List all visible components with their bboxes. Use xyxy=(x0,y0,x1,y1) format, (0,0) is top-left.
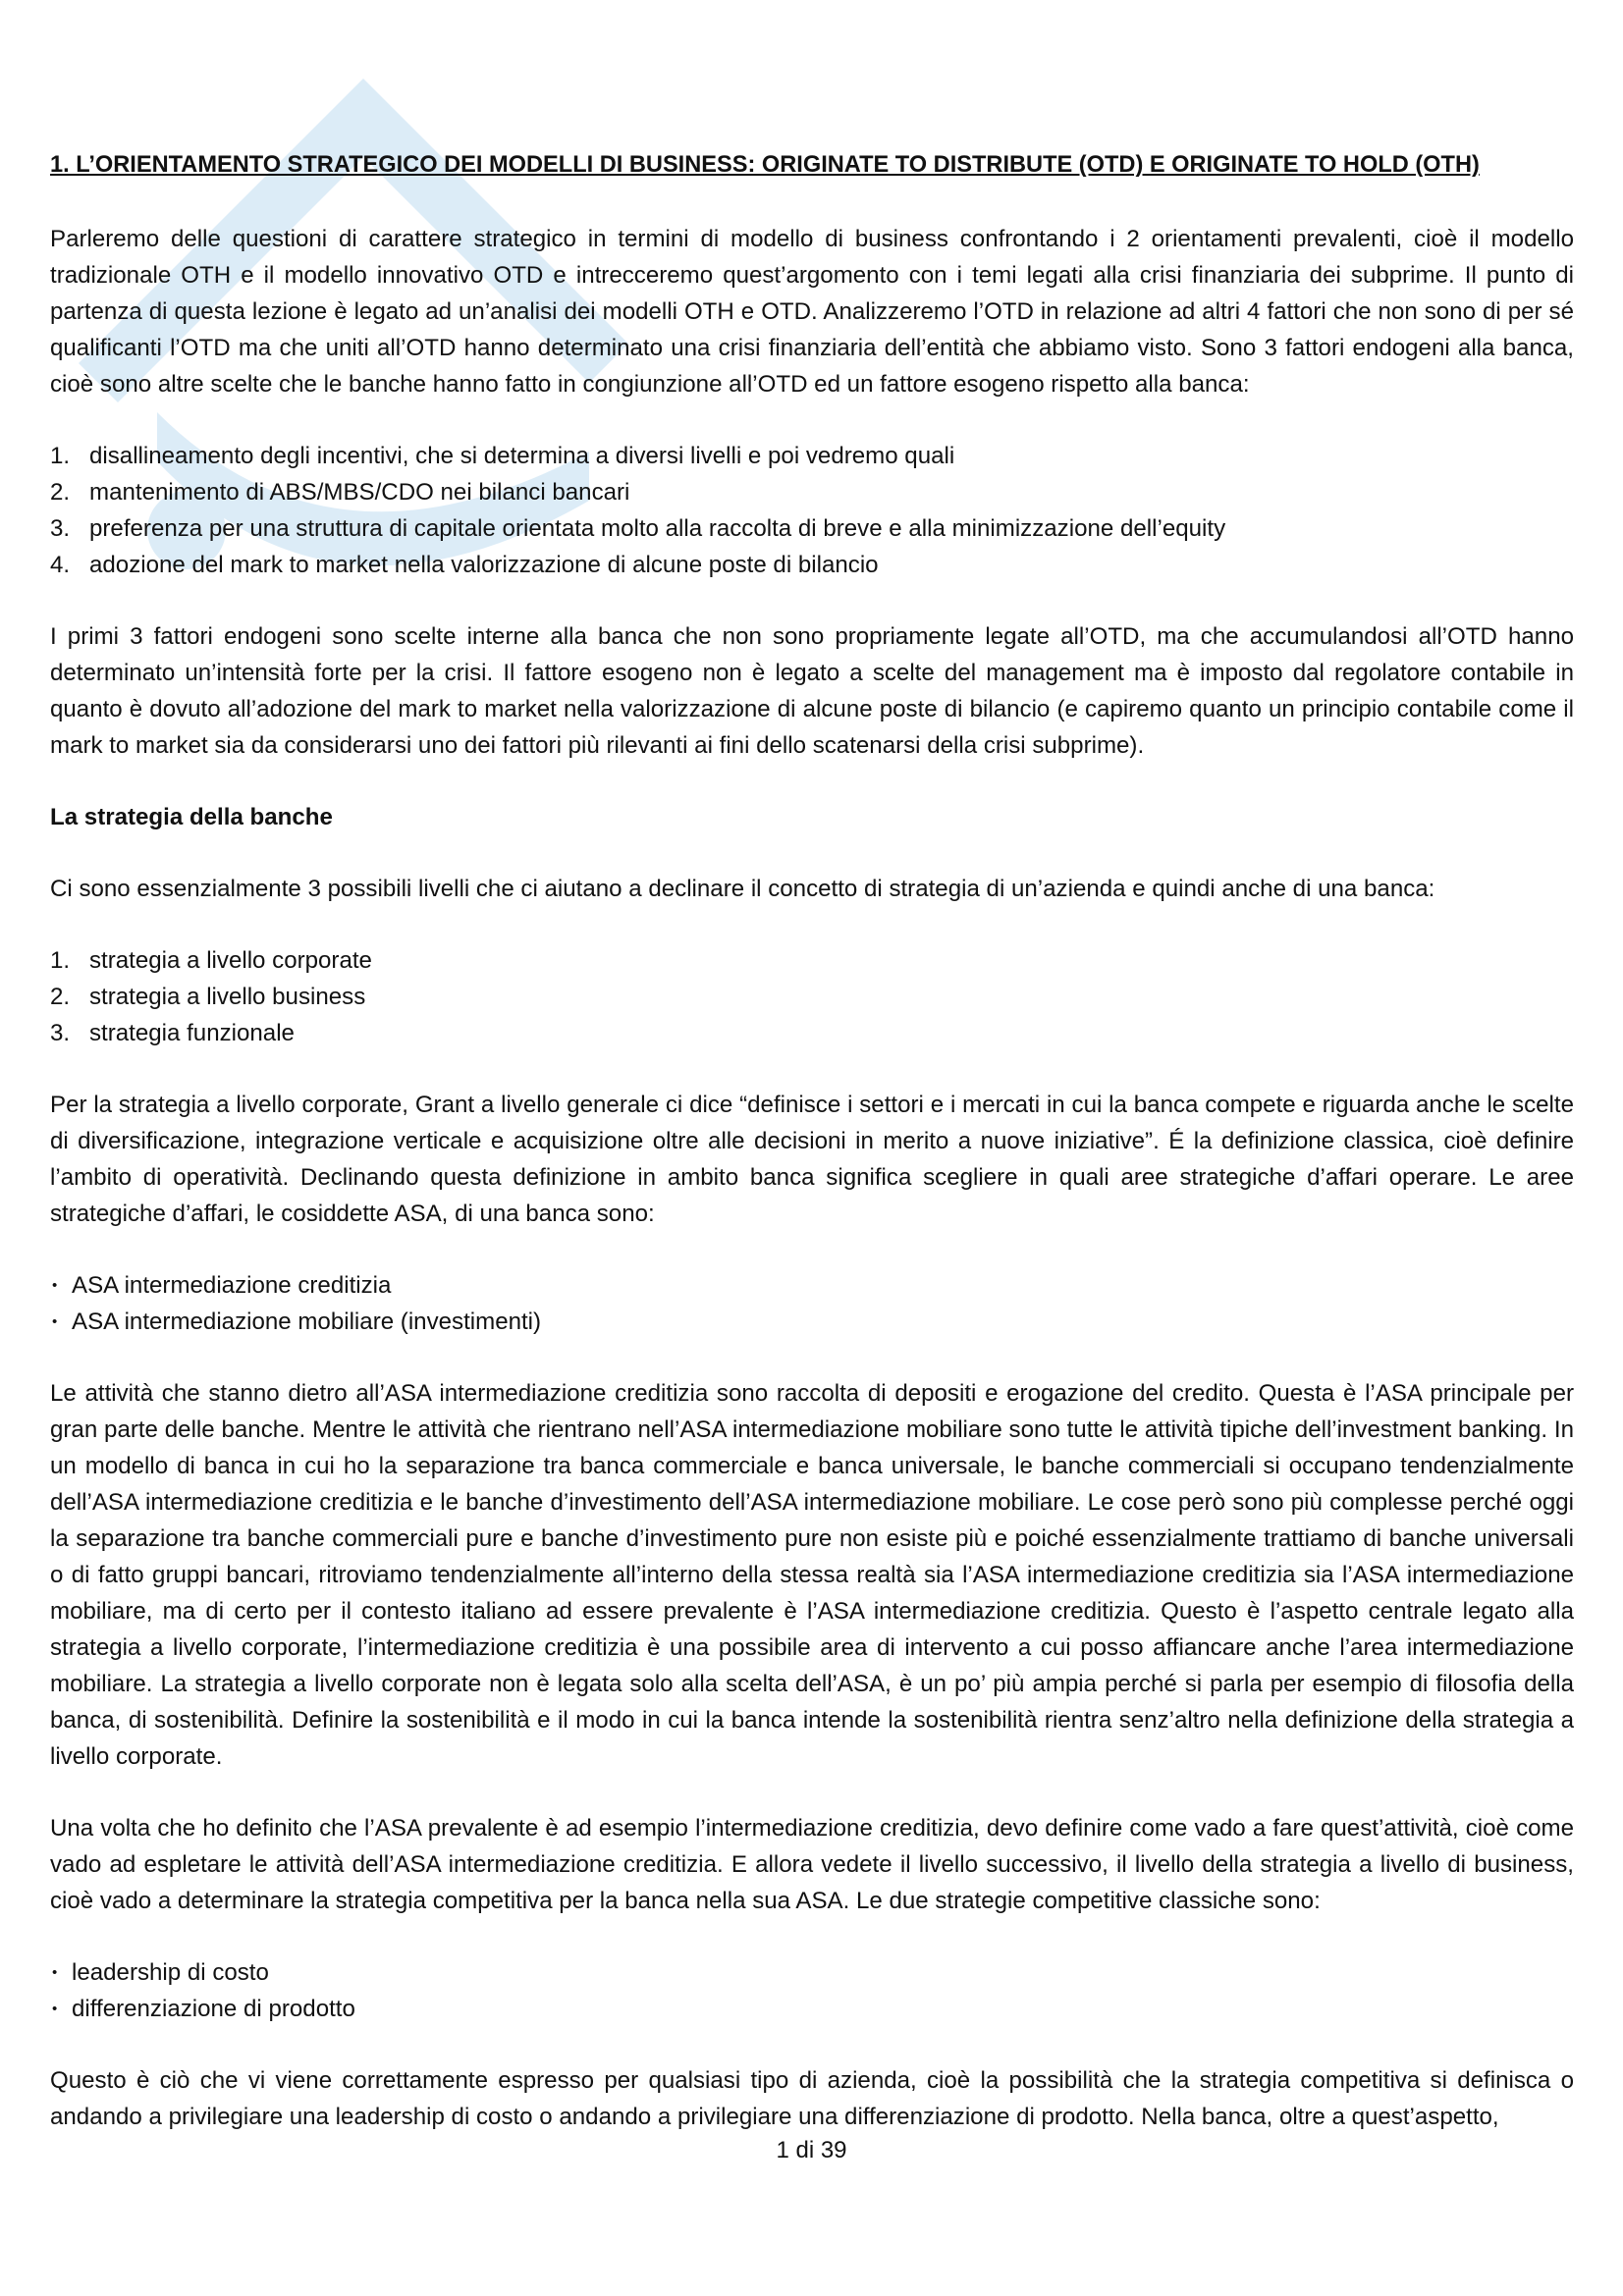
competitive-list xyxy=(50,1954,1574,2027)
list-item: • ASA intermediazione mobiliare (investimenti) xyxy=(50,1304,1574,1340)
business-paragraph: Una volta che ho definito che l’ASA prevalente è ad esempio l’intermediazione creditizia, devo definire come vado a fare quest’attività, cioè come vado ad espletare le attività dell’ASA intermediazione creditizia. E allora vedete il livello successivo, il livello della strategia a livello di business, cioè vado a determinare la strategia competitiva per la banca nella sua ASA. Le due strategie competitive classiche sono: xyxy=(50,1815,1574,1914)
final-paragraph: Questo è ciò che vi viene correttamente espresso per qualsiasi tipo di azienda, cioè la possibilità che la strategia competitiva si definisca o andando a privilegiare una leadership di costo o andando a privilegiare una differenziazione di prodotto. Nella banca, oltre a quest’aspetto, xyxy=(50,2067,1574,2130)
bullet-icon: • xyxy=(52,1313,58,1330)
list-item: 1. disallineamento degli incentivi, che si determina a diversi livelli e poi vedremo quali xyxy=(50,443,955,469)
bullet-icon: • xyxy=(52,1964,58,1981)
list-item: 3. strategia funzionale xyxy=(50,1020,295,1046)
list-item: 4. adozione del mark to market nella valorizzazione di alcune poste di bilancio xyxy=(50,552,879,578)
factors-list xyxy=(50,438,1574,583)
list-item: • differenziazione di prodotto xyxy=(50,1991,1574,2027)
corporate-paragraph: Per la strategia a livello corporate, Grant a livello generale ci dice “definisce i settori e i mercati in cui la banca compete e riguarda anche le scelte di diversificazione, integrazione verticale e acquisizione oltre alle decisioni in merito a nuove iniziative”. É la definizione classica, cioè definire l’ambito di operatività. Declinando questa definizione in ambito banca significa scegliere in quali aree strategiche d’affari operare. Le aree strategiche d’affari, le cosiddette ASA, di una banca sono: xyxy=(50,1092,1574,1227)
page-number: 1 di 39 xyxy=(776,2137,847,2163)
factors-paragraph: I primi 3 fattori endogeni sono scelte interne alla banca che non sono propriamente legate all’OTD, ma che accumulandosi all’OTD hanno determinato un’intensità forte per la crisi. Il fattore esogeno non è legato a scelte del management ma è imposto dal regolatore contabile in quanto è dovuto all’adozione del mark to market nella valorizzazione di alcune poste di bilancio (e capiremo quanto un principio contabile come il mark to market sia da considerarsi uno dei fattori più rilevanti ai fini dello scatenarsi della crisi subprime). xyxy=(50,623,1574,759)
list-item: 3. preferenza per una struttura di capitale orientata molto alla raccolta di breve e alla minimizzazione dell’equity xyxy=(50,515,1226,542)
bullet-icon: • xyxy=(52,2001,58,2017)
list-item: 1. strategia a livello corporate xyxy=(50,947,372,974)
asa-list xyxy=(50,1267,1574,1340)
section-heading: La strategia della banche xyxy=(50,804,333,830)
asa-paragraph: Le attività che stanno dietro all’ASA intermediazione creditizia sono raccolta di depositi e erogazione del credito. Questa è l’ASA principale per gran parte delle banche. Mentre le attività che rientrano nell’ASA intermediazione mobiliare sono tutte le attività tipiche dell’investment banking. In un modello di banca in cui ho la separazione tra banca commerciale e banca universale, le banche commerciali si occupano tendenzialmente dell’ASA intermediazione creditizia e le banche d’investimento dell’ASA intermediazione mobiliare. Le cose però sono più complesse perché oggi la separazione tra banche commerciali pure e banche d’investimento pure non esiste più e poiché essenzialmente trattiamo di banche universali o di fatto gruppi bancari, ritroviamo tendenzialmente all’interno della stessa realtà sia l’ASA intermediazione creditizia sia l’ASA intermediazione mobiliare, ma di certo per il contesto italiano ad essere prevalente è l’ASA intermediazione creditizia. Questo è l’aspetto centrale legato alla strategia a livello corporate, l’intermediazione creditizia è una possibile area di intervento a cui posso affiancare anche l’area intermediazione mobiliare. La strategia a livello corporate non è legata solo alla scelta dell’ASA, è un po’ più ampia perché si parla per esempio di filosofia della banca, di sostenibilità. Definire la sostenibilità e il modo in cui la banca intende la sostenibilità rientra senz’altro nella definizione della strategia a livello corporate. xyxy=(50,1380,1574,1770)
bullet-icon: • xyxy=(52,1277,58,1294)
document-body xyxy=(50,147,1574,2170)
list-item: 2. strategia a livello business xyxy=(50,984,366,1010)
levels-intro-paragraph: Ci sono essenzialmente 3 possibili livelli che ci aiutano a declinare il concetto di strategia di un’azienda e quindi anche di una banca: xyxy=(50,876,1435,902)
list-item: • leadership di costo xyxy=(50,1954,1574,1991)
list-item: • ASA intermediazione creditizia xyxy=(50,1267,1574,1304)
intro-paragraph: Parleremo delle questioni di carattere strategico in termini di modello di business confrontando i 2 orientamenti prevalenti, cioè il modello tradizionale OTH e il modello innovativo OTD e intrecceremo quest’argomento con i temi legati alla crisi finanziaria dei subprime. Il punto di partenza di questa lezione è legato ad un’analisi dei modelli OTH e OTD. Analizzeremo l’OTD in relazione ad altri 4 fattori che non sono di per sé qualificanti l’OTD ma che uniti all’OTD hanno determinato una crisi finanziaria dell’entità che abbiamo visto. Sono 3 fattori endogeni alla banca, cioè sono altre scelte che le banche hanno fatto in congiunzione all’OTD ed un fattore esogeno rispetto alla banca: xyxy=(50,226,1574,398)
levels-list xyxy=(50,942,1574,1051)
list-item: 2. mantenimento di ABS/MBS/CDO nei bilanci bancari xyxy=(50,479,630,506)
page-title: 1. L’ORIENTAMENTO STRATEGICO DEI MODELLI DI BUSINESS: ORIGINATE TO DISTRIBUTE (OTD) E ORIGINATE TO HOLD (OTH) xyxy=(50,152,1480,178)
